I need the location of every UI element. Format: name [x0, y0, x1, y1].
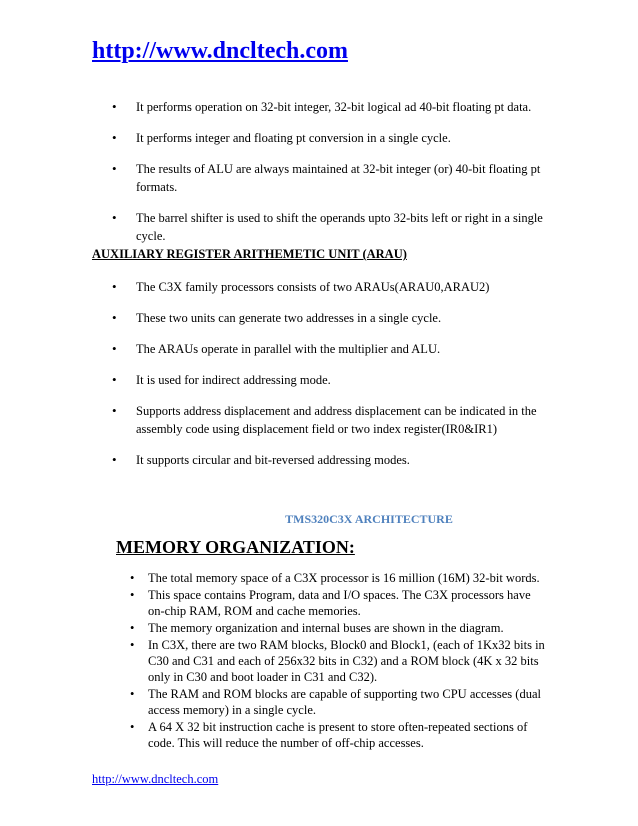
alu-bullet-list [112, 98, 566, 258]
list-item: • In C3X, there are two RAM blocks, Block0 and Block1, (each of 1Kx32 bits in C30 and C31 and each of 256x32 bits in C32) and a ROM block (4K x 32 bits only in C30 and boot loader in C31 and C32). [130, 637, 548, 685]
memory-heading: MEMORY ORGANIZATION: [116, 537, 355, 557]
list-item: • It performs integer and floating pt conversion in a single cycle. [112, 129, 566, 147]
architecture-title: TMS320C3X ARCHITECTURE [285, 512, 453, 526]
header-link[interactable]: http://www.dncltech.com [92, 38, 348, 64]
footer-link[interactable]: http://www.dncltech.com [92, 772, 219, 786]
list-item: • The ARAUs operate in parallel with the multiplier and ALU. [112, 340, 566, 358]
list-item: • It performs operation on 32-bit integer, 32-bit logical ad 40-bit floating pt data. [112, 98, 566, 116]
list-item: • The memory organization and internal buses are shown in the diagram. [130, 620, 548, 636]
list-item: • It is used for indirect addressing mode. [112, 371, 566, 389]
arau-heading: AUXILIARY REGISTER ARITHEMETIC UNIT (ARAU) [92, 247, 407, 261]
list-item: • It supports circular and bit-reversed addressing modes. [112, 451, 566, 469]
memory-bullet-list [130, 570, 548, 752]
list-item: • The barrel shifter is used to shift the operands upto 32-bits left or right in a single cycle. [112, 209, 566, 245]
arau-bullet-list [112, 278, 566, 482]
list-item: • The C3X family processors consists of two ARAUs(ARAU0,ARAU2) [112, 278, 566, 296]
list-item: • The results of ALU are always maintained at 32-bit integer (or) 40-bit floating pt formats. [112, 160, 566, 196]
list-item: • The total memory space of a C3X processor is 16 million (16M) 32-bit words. [130, 570, 548, 586]
list-item: • A 64 X 32 bit instruction cache is present to store often-repeated sections of code. This will reduce the number of off-chip accesses. [130, 719, 548, 751]
list-item: • Supports address displacement and address displacement can be indicated in the assembly code using displacement field or two index register(IR0&IR1) [112, 402, 566, 438]
list-item: • This space contains Program, data and I/O spaces. The C3X processors have on-chip RAM, ROM and cache memories. [130, 587, 548, 619]
list-item: • The RAM and ROM blocks are capable of supporting two CPU accesses (dual access memory) in a single cycle. [130, 686, 548, 718]
list-item: • These two units can generate two addresses in a single cycle. [112, 309, 566, 327]
